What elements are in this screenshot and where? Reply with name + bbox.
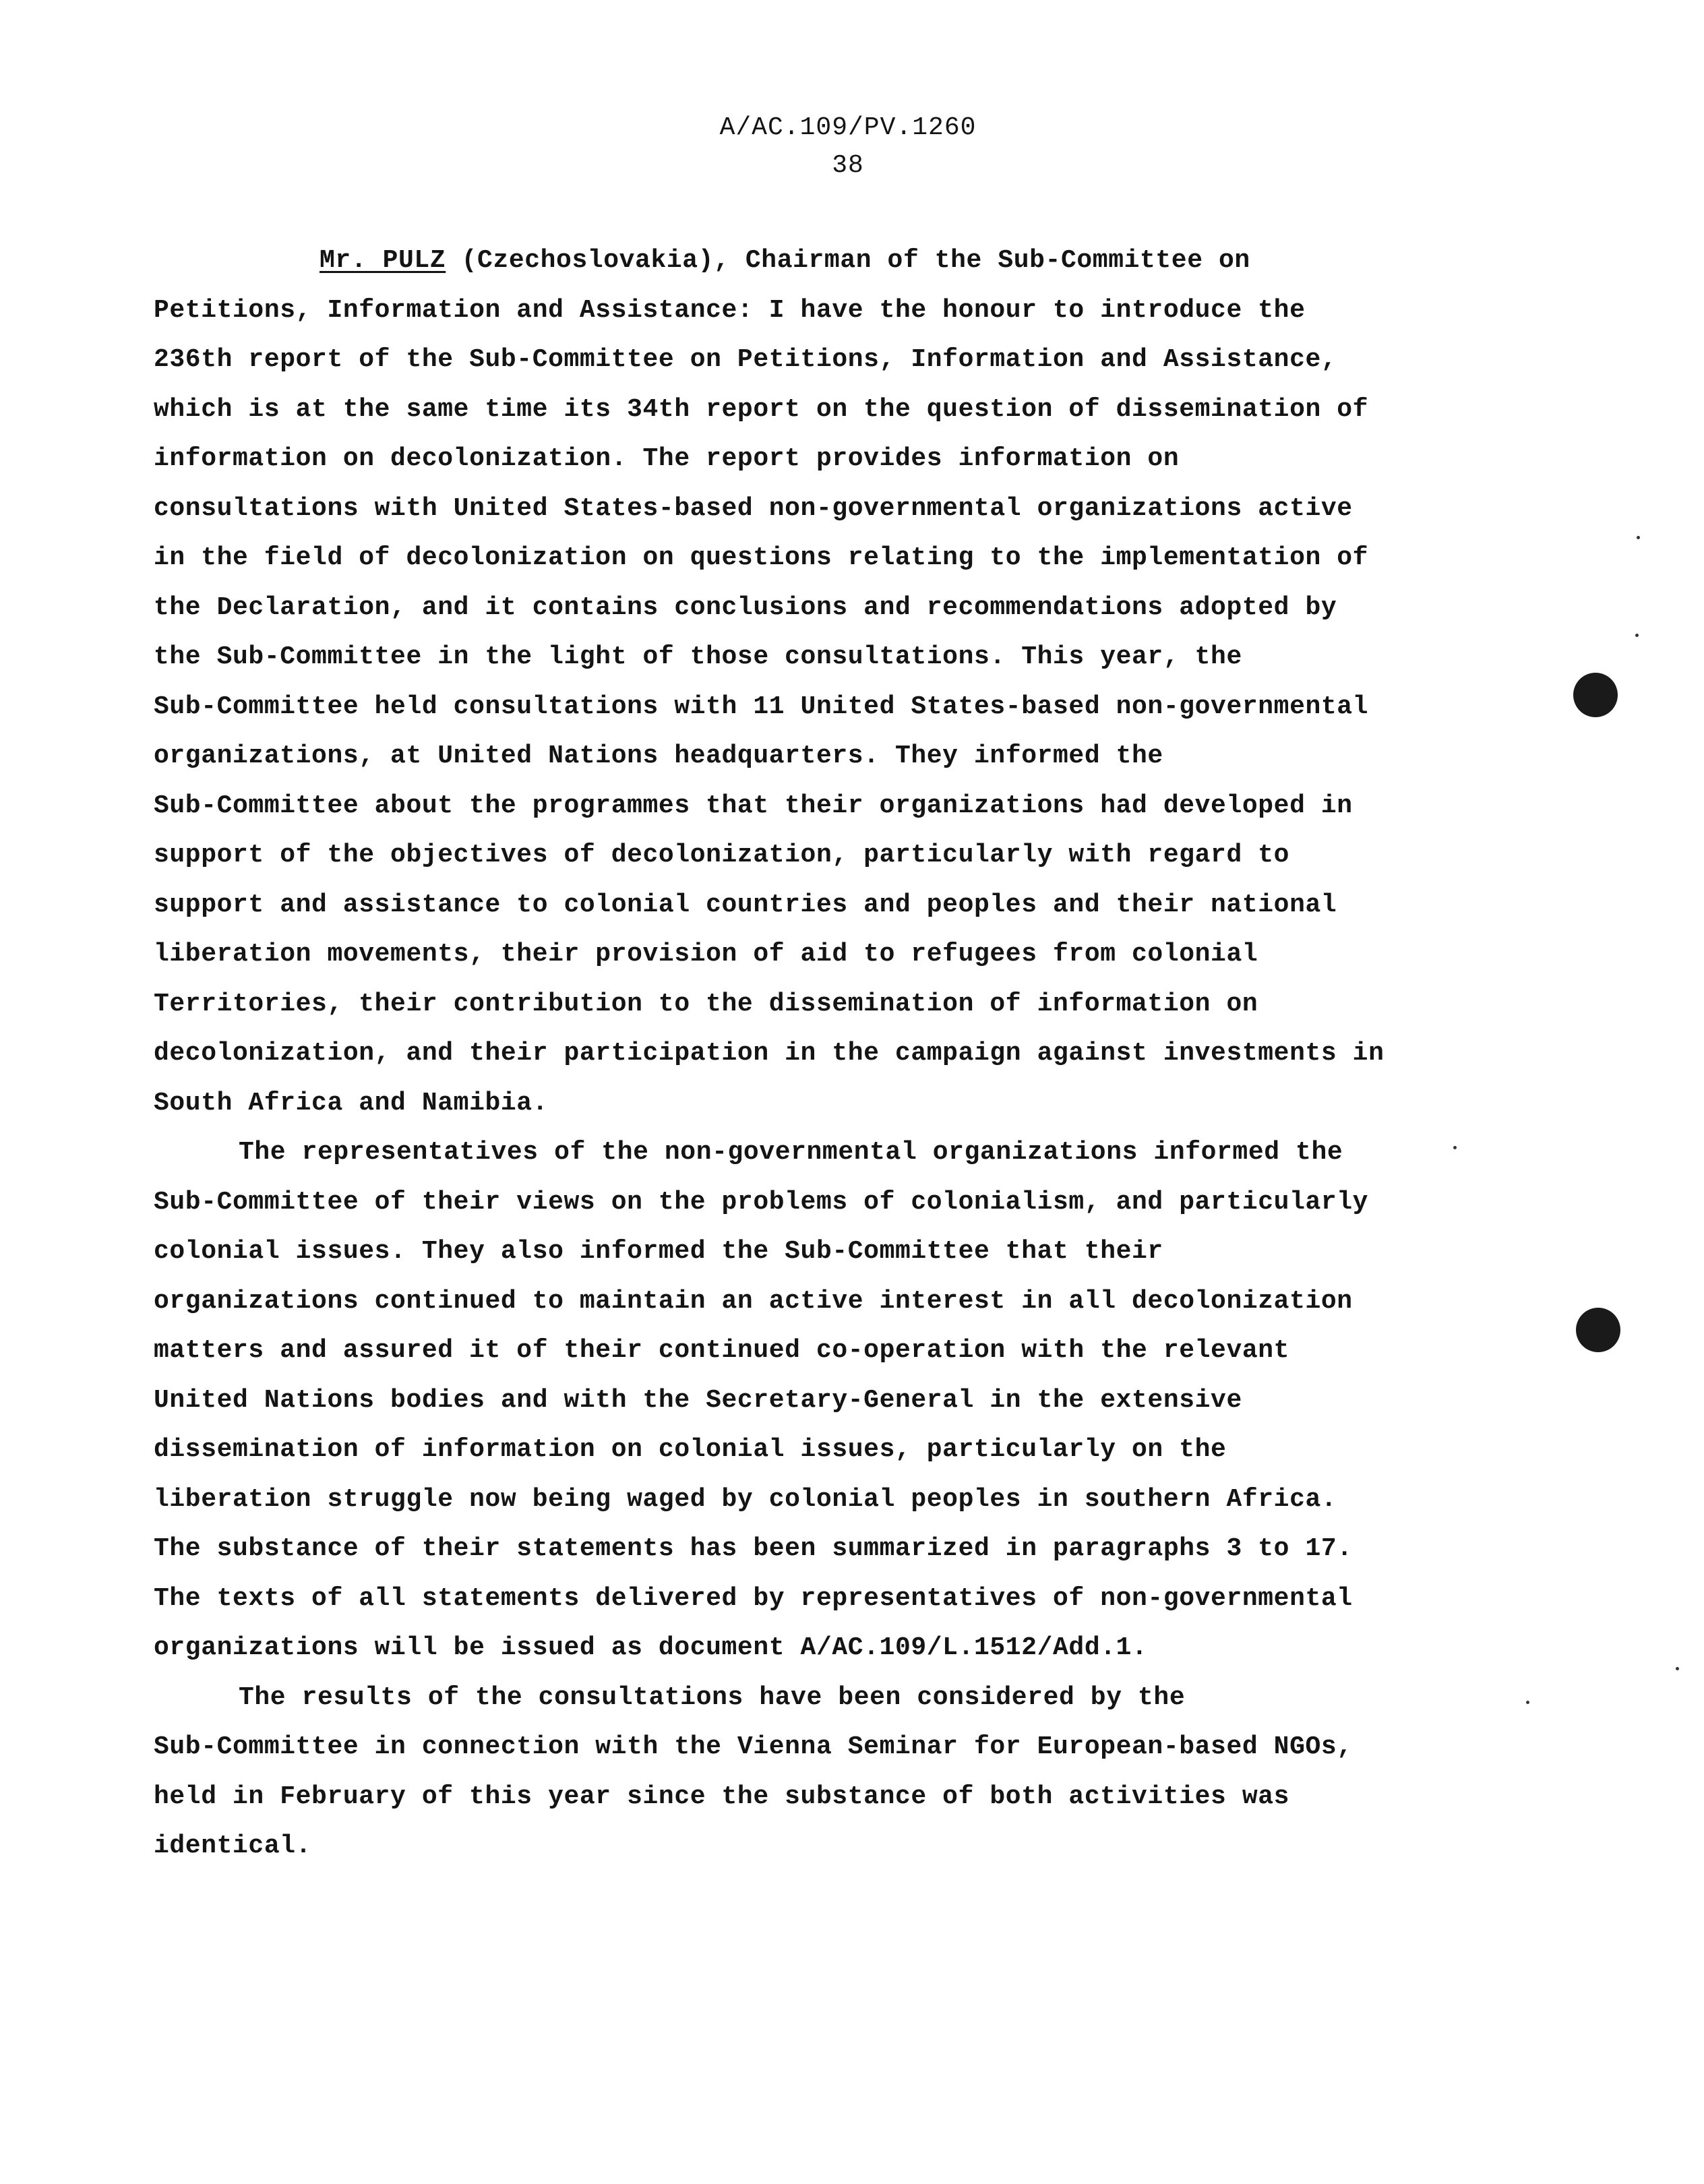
- text-line: The texts of all statements delivered by representatives of non-governmental: [154, 1583, 1353, 1613]
- scan-speck: [1637, 536, 1640, 539]
- text-line: Sub-Committee in connection with the Vienna Seminar for European-based NGOs,: [154, 1732, 1353, 1761]
- text-line: support of the objectives of decolonization, particularly with regard to: [154, 841, 1290, 870]
- speaker-intro-line: [154, 236, 1448, 286]
- text-line: organizations will be issued as document A/AC.109/L.1512/Add.1.: [154, 1633, 1148, 1662]
- document-body: [154, 236, 1448, 1871]
- text-line: consultations with United States-based non-governmental organizations active: [154, 493, 1353, 523]
- speaker-affiliation: (Czechoslovakia), Chairman of the Sub-Committee on: [446, 246, 1250, 275]
- text-line: matters and assured it of their continued co-operation with the relevant: [154, 1336, 1290, 1365]
- text-line: organizations continued to maintain an active interest in all decolonization: [154, 1286, 1353, 1316]
- paragraph-2: [154, 1128, 1448, 1673]
- text-line: Sub-Committee about the programmes that their organizations had developed in: [154, 791, 1353, 820]
- page-number: 38: [832, 151, 864, 180]
- speaker-name: Mr. PULZ: [320, 246, 446, 275]
- text-line: the Sub-Committee in the light of those consultations. This year, the: [154, 642, 1242, 671]
- text-line: support and assistance to colonial countries and peoples and their national: [154, 890, 1337, 919]
- text-line: The results of the consultations have been considered by the: [239, 1682, 1186, 1712]
- text-line: decolonization, and their participation in the campaign against investments in: [154, 1039, 1384, 1068]
- scan-speck: [1676, 1667, 1679, 1670]
- punch-hole-mark: [1576, 1308, 1620, 1352]
- text-line: information on decolonization. The report provides information on: [154, 444, 1180, 473]
- text-line: the Declaration, and it contains conclusions and recommendations adopted by: [154, 593, 1337, 622]
- text-line: held in February of this year since the substance of both activities was: [154, 1782, 1290, 1811]
- document-symbol: A/AC.109/PV.1260: [719, 113, 977, 142]
- text-line: dissemination of information on colonial issues, particularly on the: [154, 1435, 1227, 1464]
- text-line: Sub-Committee held consultations with 11 United States-based non-governmental: [154, 692, 1369, 721]
- text-line: colonial issues. They also informed the Sub-Committee that their: [154, 1237, 1163, 1266]
- text-line: Territories, their contribution to the dissemination of information on: [154, 989, 1258, 1019]
- text-line: liberation movements, their provision of aid to refugees from colonial: [154, 940, 1258, 969]
- text-line: liberation struggle now being waged by colonial peoples in southern Africa.: [154, 1484, 1337, 1514]
- punch-hole-mark: [1573, 673, 1618, 717]
- paragraph-1: [154, 286, 1448, 1128]
- text-line: Sub-Committee of their views on the problems of colonialism, and particularly: [154, 1187, 1369, 1217]
- text-line: identical.: [154, 1831, 312, 1860]
- scan-speck: [1635, 634, 1639, 637]
- text-line: Petitions, Information and Assistance: I have the honour to introduce the: [154, 295, 1306, 325]
- scan-speck: [1526, 1701, 1529, 1704]
- text-line: South Africa and Namibia.: [154, 1088, 549, 1118]
- text-line: which is at the same time its 34th report on the question of dissemination of: [154, 394, 1369, 424]
- text-line: 236th report of the Sub-Committee on Petitions, Information and Assistance,: [154, 345, 1337, 374]
- text-line: organizations, at United Nations headquarters. They informed the: [154, 741, 1163, 770]
- text-line: United Nations bodies and with the Secretary-General in the extensive: [154, 1385, 1242, 1415]
- text-line: in the field of decolonization on questions relating to the implementation of: [154, 543, 1369, 572]
- paragraph-3: [154, 1673, 1448, 1871]
- text-line: The substance of their statements has been summarized in paragraphs 3 to 17.: [154, 1534, 1353, 1563]
- document-header: [706, 109, 990, 185]
- text-line: The representatives of the non-governmental organizations informed the: [239, 1138, 1343, 1167]
- scan-speck: [1453, 1146, 1457, 1149]
